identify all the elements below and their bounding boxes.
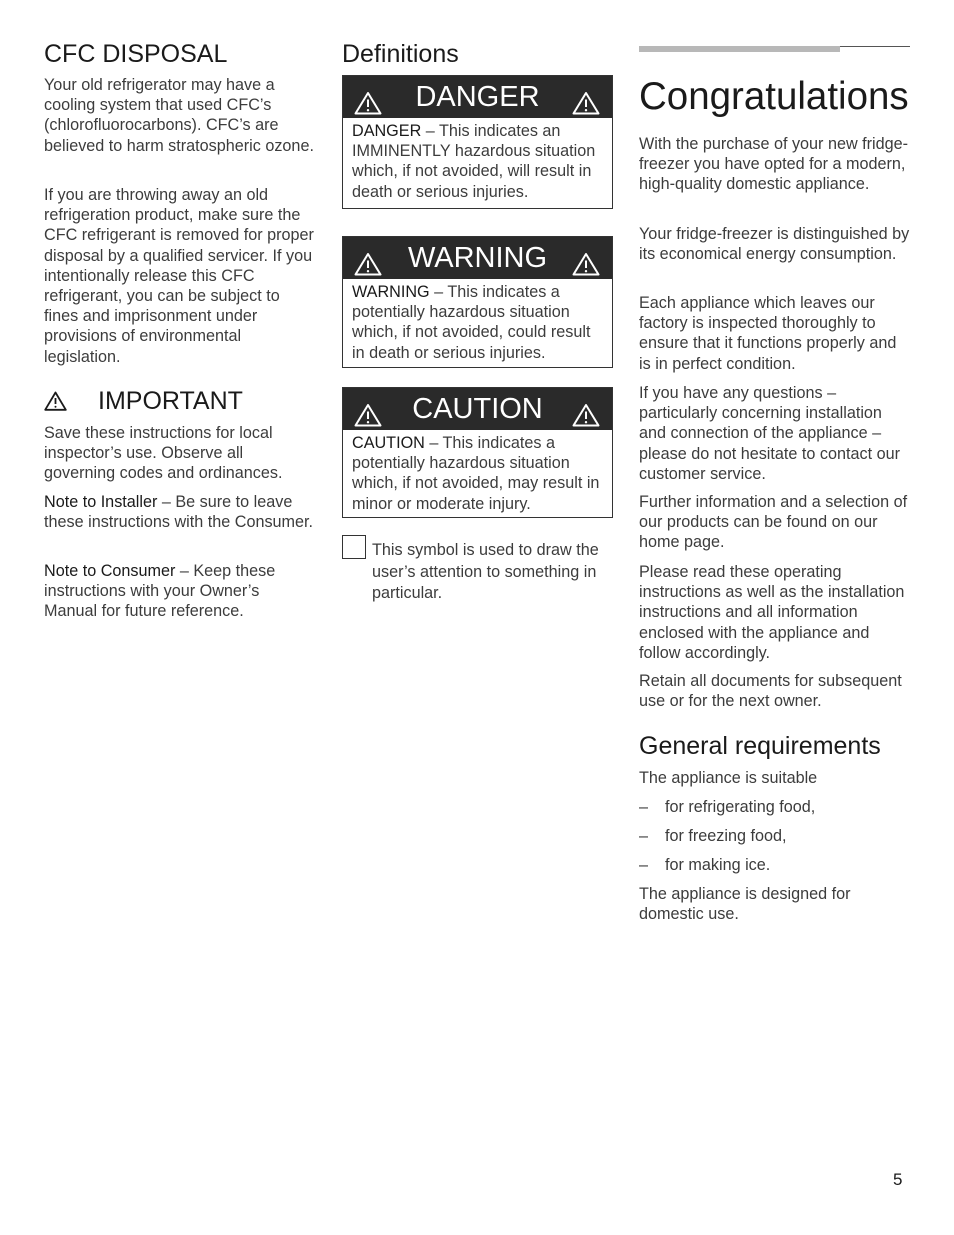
important-heading-row — [44, 386, 314, 416]
warning-triangle-icon — [572, 246, 600, 288]
note-to-consumer — [44, 561, 314, 622]
warning-triangle-icon — [572, 85, 600, 127]
symbol-description: This symbol is used to draw the user’s attention to something in particular. — [372, 541, 599, 602]
caution-box — [342, 387, 613, 518]
important-heading: IMPORTANT — [98, 387, 243, 415]
attention-symbol-icon — [342, 535, 366, 559]
caution-header-label: CAUTION — [412, 393, 543, 425]
congrats-paragraph-1: With the purchase of your new fridge-freezer you have opted for a modern, high-quality domestic appliance. — [639, 135, 909, 194]
caution-text: – This indicates a potentially hazardous situation which, if not avoided, may result in minor or moderate injury. — [352, 434, 600, 513]
congrats-paragraph-2: Your fridge-freezer is distinguished by its economical energy consumption. — [639, 225, 910, 264]
congratulations-heading: Congratulations — [639, 75, 909, 118]
warning-triangle-icon — [354, 397, 382, 439]
note-consumer-label: Note to Consumer — [44, 562, 176, 580]
warning-triangle-icon — [354, 85, 382, 127]
danger-text: – This indicates an IMMINENTLY hazardous situation which, if not avoided, will result in death or serious injuries. — [352, 122, 596, 201]
warning-box — [342, 236, 613, 368]
cfc-disposal-heading: CFC DISPOSAL — [44, 40, 228, 68]
list-dash: – — [639, 856, 649, 874]
warning-triangle-icon — [44, 391, 67, 416]
congrats-paragraph-4: If you have any questions – particularly concerning installation and connection of the appliance – please do not hesitate to contact our customer service. — [639, 384, 900, 483]
general-outro: The appliance is designed for domestic use. — [639, 885, 851, 924]
warning-triangle-icon — [572, 397, 600, 439]
warning-header-label: WARNING — [407, 242, 548, 274]
note-installer-label: Note to Installer — [44, 493, 158, 511]
note-installer-text: – Be sure to leave these instructions with the Consumer. — [44, 493, 314, 532]
header-rule-line — [840, 46, 910, 47]
caution-description — [343, 430, 612, 518]
note-consumer-text: – Keep these instructions with your Owner’s Manual for future reference. — [44, 562, 276, 621]
general-intro: The appliance is suitable — [639, 769, 818, 787]
list-item-text: for freezing food, — [665, 827, 787, 845]
danger-header — [343, 76, 612, 118]
warning-description — [343, 279, 612, 367]
cfc-paragraph-1: Your old refrigerator may have a cooling system that used CFC’s (chlorofluorocarbons). CFC’s are believed to harm stratospheric ozone. — [44, 76, 314, 155]
danger-box — [342, 75, 613, 209]
danger-description — [343, 118, 612, 206]
congrats-paragraph-6: Please read these operating instructions as well as the installation instructions and all information enclosed with the appliance and follow accordingly. — [639, 563, 905, 662]
congrats-paragraph-7: Retain all documents for subsequent use or for the next owner. — [639, 672, 902, 711]
warning-label: WARNING — [352, 283, 430, 301]
warning-text: – This indicates a potentially hazardous situation which, if not avoided, could result in death or serious injuries. — [352, 283, 591, 362]
important-paragraph: Save these instructions for local inspector’s use. Observe all governing codes and ordinances. — [44, 424, 283, 483]
cfc-paragraph-2: If you are throwing away an old refrigeration product, make sure the CFC refrigerant is removed for proper disposal by a qualified servicer. If you intentionally release this CFC refrigerant, you can be subject to fines and imprisonment under provisions of environmental legislation. — [44, 186, 314, 366]
list-dash: – — [639, 798, 649, 816]
congrats-paragraph-5: Further information and a selection of our products can be found on our home page. — [639, 493, 908, 552]
warning-triangle-icon — [354, 246, 382, 288]
list-dash: – — [639, 827, 649, 845]
list-item-text: for making ice. — [665, 856, 771, 874]
note-to-installer — [44, 492, 314, 532]
congrats-paragraph-3: Each appliance which leaves our factory is inspected thoroughly to ensure that it functions properly and is in perfect condition. — [639, 294, 897, 373]
page-number: 5 — [893, 1170, 903, 1189]
definitions-heading: Definitions — [342, 40, 459, 68]
general-requirements-heading: General requirements — [639, 732, 881, 760]
list-item-text: for refrigerating food, — [665, 798, 816, 816]
danger-label: DANGER — [352, 122, 422, 140]
caution-header — [343, 388, 612, 430]
header-rule-bar — [639, 46, 840, 52]
danger-header-label: DANGER — [415, 81, 540, 113]
warning-header — [343, 237, 612, 279]
caution-label: CAUTION — [352, 434, 425, 452]
